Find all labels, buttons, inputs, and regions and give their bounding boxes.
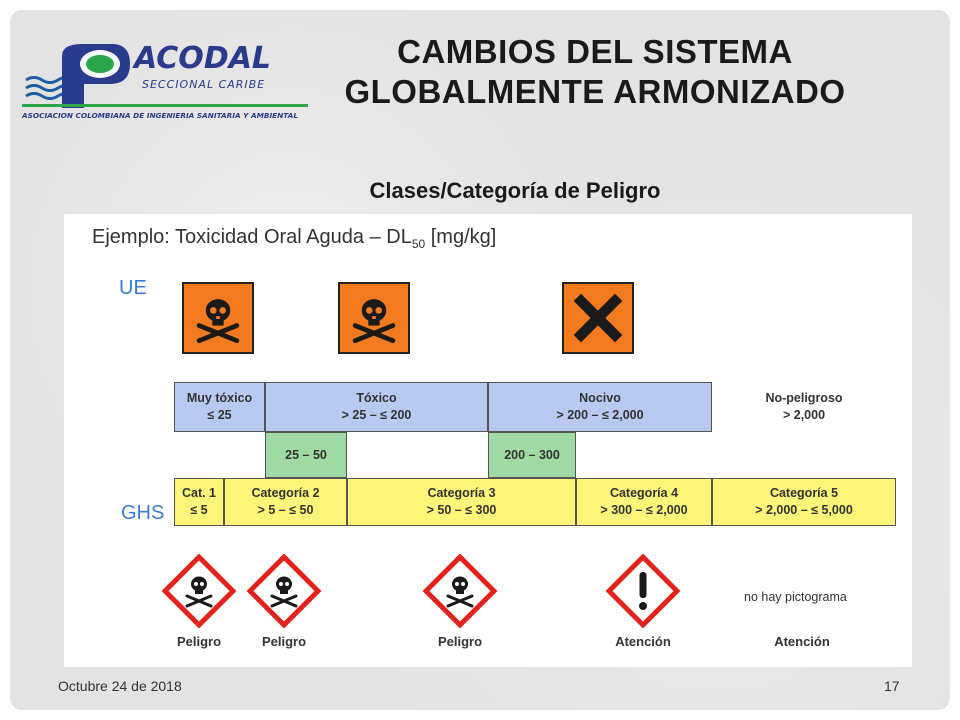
title-line-2: GLOBALMENTE ARMONIZADO [344,73,846,110]
hazard-classification-figure [64,214,912,667]
logo-wordmark: ACODAL [134,41,272,76]
ghs-category-row [174,478,896,526]
ue-cell-muy-toxico: Muy tóxico ≤ 25 [174,382,265,432]
signal-word-label: Peligro [261,634,307,649]
ue-label: UE [119,277,147,299]
ghs-cell-categoria-5: Categoría 5 > 2,000 – ≤ 5,000 [712,478,896,526]
footer-date: Octubre 24 de 2018 [58,678,182,694]
no-pictogram-note: no hay pictograma [744,590,847,604]
ghs-label: GHS [121,502,165,524]
page-number: 17 [884,678,900,694]
ue-cell-no-peligroso: No-peligroso > 2,000 [765,391,843,422]
example-text: Ejemplo: Toxicidad Oral Aguda – DL [92,226,412,248]
ghs-skull-pictogram-icon [423,554,497,628]
ghs-cell-categoria-3: Categoría 3 > 50 – ≤ 300 [347,478,576,526]
example-subscript: 50 [411,237,426,251]
title-line-1: CAMBIOS DEL SISTEMA [397,33,793,70]
example-heading [92,226,496,251]
ghs-skull-pictogram-icon [162,554,236,628]
example-unit: [mg/kg] [425,226,497,248]
signal-word-label: Atención [615,634,671,649]
overlap-cell-25-50: 25 – 50 [265,432,347,478]
ue-cell-nocivo: Nocivo > 200 – ≤ 2,000 [488,382,712,432]
ghs-cell-categoria-4: Categoría 4 > 300 – ≤ 2,000 [576,478,712,526]
ue-category-row [174,382,896,432]
skull-crossbones-icon [338,282,410,354]
signal-word-label: Peligro [437,634,483,649]
signal-word-label: Atención [774,634,830,649]
ue-cell-toxico: Tóxico > 25 – ≤ 200 [265,382,488,432]
overlap-cell-200-300: 200 – 300 [488,432,576,478]
logo-tagline: ASOCIACION COLOMBIANA DE INGENIERIA SANITARIA Y AMBIENTAL [22,111,298,120]
signal-word-label: Peligro [176,634,222,649]
ghs-exclamation-pictogram-icon [606,554,680,628]
skull-crossbones-icon [182,282,254,354]
slide-title [310,32,880,112]
slide-subtitle: Clases/Categoría de Peligro [369,178,661,203]
ghs-skull-pictogram-icon [247,554,321,628]
ghs-cell-categoria-2: Categoría 2 > 5 – ≤ 50 [224,478,347,526]
x-cross-icon [562,282,634,354]
acodal-logo [22,38,308,124]
logo-subtitle: SECCIONAL CARIBE [142,78,266,91]
ghs-cell-cat-1: Cat. 1 ≤ 5 [174,478,224,526]
